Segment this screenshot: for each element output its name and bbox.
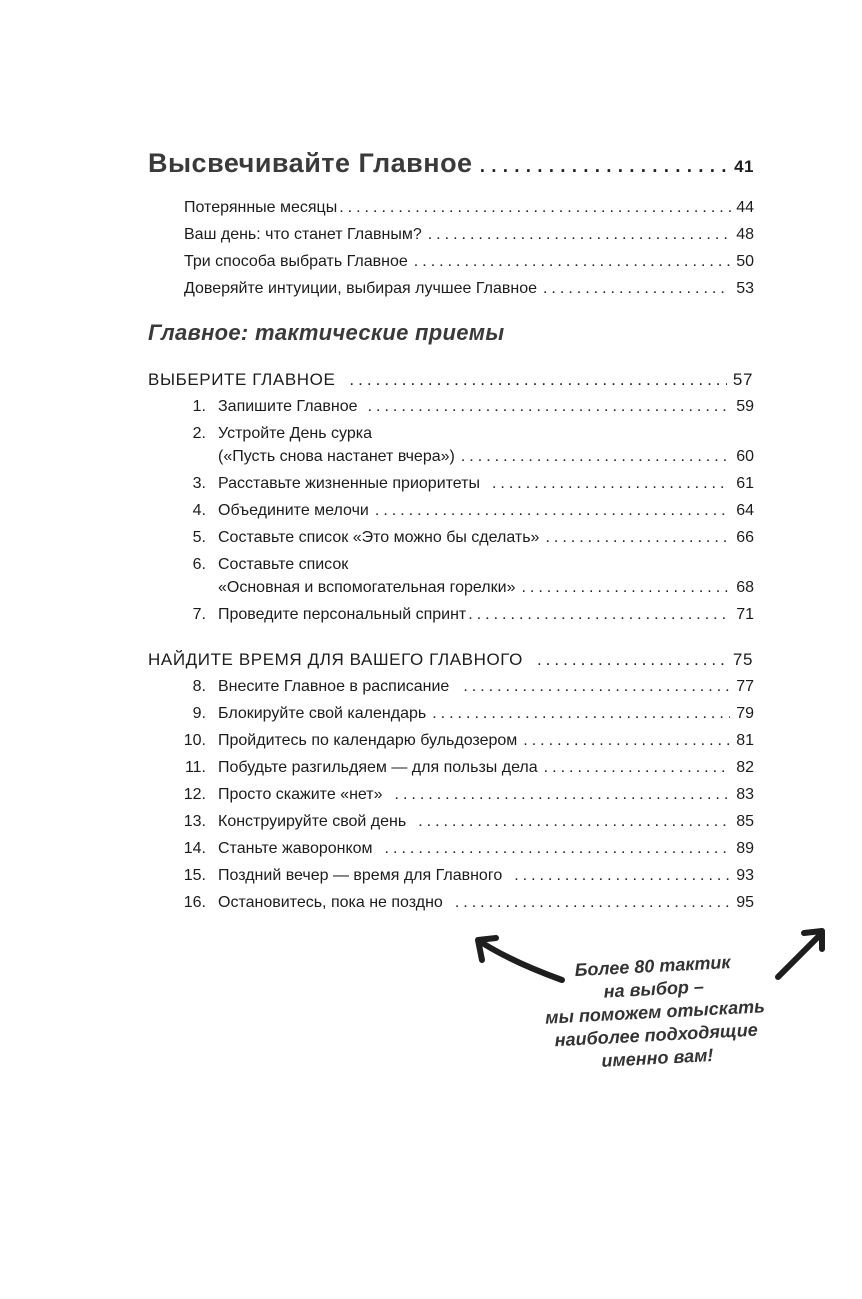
section-heading[interactable] [148,370,753,390]
entry-number: 11. [184,759,206,776]
entry-number: 16. [183,894,206,911]
dot-leader [339,198,734,218]
toc-entry[interactable] [176,866,754,886]
toc-entry[interactable] [184,279,754,299]
toc-entry[interactable] [176,812,754,832]
dot-leader [514,866,730,886]
entry-label: Остановитесь, пока не поздно [218,894,443,911]
toc-entry[interactable] [176,501,754,521]
entry-label: Объедините мелочи [218,502,369,519]
entry-label: Станьте жаворонком [218,840,373,857]
page-number: 93 [736,867,754,884]
toc-entry[interactable] [184,198,754,218]
dot-leader [375,501,730,521]
section-heading[interactable] [148,650,753,670]
entry-number: 14. [183,840,206,857]
entry-label: Ваш день: что станет Главным? [184,226,422,243]
entry-number: 5. [192,529,206,546]
toc-entry[interactable] [184,225,754,245]
entry-label: «Основная и вспомогательная горелки» [218,579,516,596]
page-number: 53 [736,280,754,297]
dot-leader [461,447,730,467]
note-line: Более 80 тактик [574,951,731,981]
dot-leader [368,397,731,417]
section-title: ВЫБЕРИТЕ ГЛАВНОЕ [148,370,336,389]
dot-leader [432,704,730,724]
page-number: 89 [736,840,754,857]
page-number: 61 [736,475,754,492]
entry-number: 2. [192,425,206,442]
entry-label: Просто скажите «нет» [218,786,383,803]
entry-number: 8. [192,678,206,695]
page-number: 68 [736,579,754,596]
toc-entry[interactable] [176,474,754,494]
toc-entry[interactable] [176,758,754,778]
entry-number: 10. [183,732,206,749]
dot-leader [385,839,731,859]
page-number: 64 [736,502,754,519]
handwritten-note [527,949,783,1077]
entry-label: Конструируйте свой день [218,813,407,830]
toc-entry[interactable] [176,893,754,913]
page-number: 66 [736,529,754,546]
entry-label: Поздний вечер — время для Главного [218,867,503,884]
entry-label: Запишите Главное [218,398,358,415]
page-number: 41 [734,157,754,176]
page-number: 95 [736,894,754,911]
toc-entry[interactable] [176,677,754,697]
entry-number: 6. [192,556,206,573]
part-heading-2 [148,320,754,346]
entry-number: 3. [192,475,206,492]
dot-leader [492,474,730,494]
page-number: 75 [732,650,753,669]
dot-leader [523,731,730,751]
toc-entry[interactable] [176,839,754,859]
entry-number: 12. [183,786,206,803]
dot-leader [537,650,727,670]
note-line: мы поможем отыскать [544,996,766,1028]
dot-leader [455,893,730,913]
dot-leader [395,785,731,805]
entry-label-line1: Устройте День сурка [218,425,372,442]
entry-label: Расставьте жизненные приоритеты [218,475,480,492]
entry-label: Потерянные месяцы [184,199,338,216]
dot-leader [468,605,730,625]
page-number: 71 [736,606,754,623]
dot-leader [543,279,730,299]
dot-leader [349,370,726,390]
dot-leader [418,812,730,832]
dot-leader [463,677,730,697]
toc-entry-line2[interactable] [218,447,754,467]
entry-label-line1: Составьте список [218,556,349,573]
part-title: Высвечивайте Главное [148,148,473,178]
section-title: НАЙДИТЕ ВРЕМЯ ДЛЯ ВАШЕГО ГЛАВНОГО [148,650,523,669]
page-number: 44 [736,199,754,216]
toc-entry[interactable] [176,704,754,724]
entry-number: 13. [183,813,206,830]
entry-number: 4. [192,502,206,519]
dot-leader [544,758,731,778]
entry-label: Три способа выбрать Главное [184,253,408,270]
entry-number: 9. [192,705,206,722]
page-number: 82 [736,759,754,776]
entry-label: Проведите персональный спринт [218,606,467,623]
toc-entry[interactable] [184,252,754,272]
entry-label: Побудьте разгильдяем — для пользы дела [218,759,538,776]
entry-label: («Пусть снова настанет вчера») [218,448,455,465]
dot-leader [428,225,730,245]
entry-label: Пройдитесь по календарю бульдозером [218,732,518,749]
dot-leader [545,528,730,548]
page-number: 79 [736,705,754,722]
entry-label: Блокируйте свой календарь [218,705,427,722]
page-number: 83 [736,786,754,803]
note-line: на выбор – [603,976,705,1002]
part-heading-1 [148,148,754,179]
entry-number: 1. [192,398,206,415]
page-number: 85 [736,813,754,830]
page-number: 57 [732,370,753,389]
toc-entry[interactable] [176,397,754,417]
toc-entry-line1[interactable] [176,424,754,444]
page-number: 59 [736,398,754,415]
page-number: 50 [736,253,754,270]
toc-entry-line2[interactable] [218,578,754,598]
entry-number: 7. [192,606,206,623]
page-number: 81 [736,732,754,749]
note-line: наиболее подходящие [554,1019,759,1051]
toc-entry[interactable] [176,605,754,625]
page-number: 48 [736,226,754,243]
entry-label: Составьте список «Это можно бы сделать» [218,529,540,546]
page-number: 60 [736,448,754,465]
arrow-right-icon [770,925,832,985]
dot-leader [414,252,730,272]
page-number: 77 [736,678,754,695]
entry-label: Доверяйте интуиции, выбирая лучшее Главное [184,280,537,297]
entry-label: Внесите Главное в расписание [218,678,450,695]
toc-entry[interactable] [176,785,754,805]
note-line: именно вам! [600,1045,714,1071]
toc-entry[interactable] [176,528,754,548]
part-title: Главное: тактические приемы [148,320,505,345]
dot-leader [479,148,729,179]
toc-entry-line1[interactable] [176,555,754,575]
dot-leader [521,578,730,598]
entry-number: 15. [183,867,206,884]
toc-entry[interactable] [176,731,754,751]
